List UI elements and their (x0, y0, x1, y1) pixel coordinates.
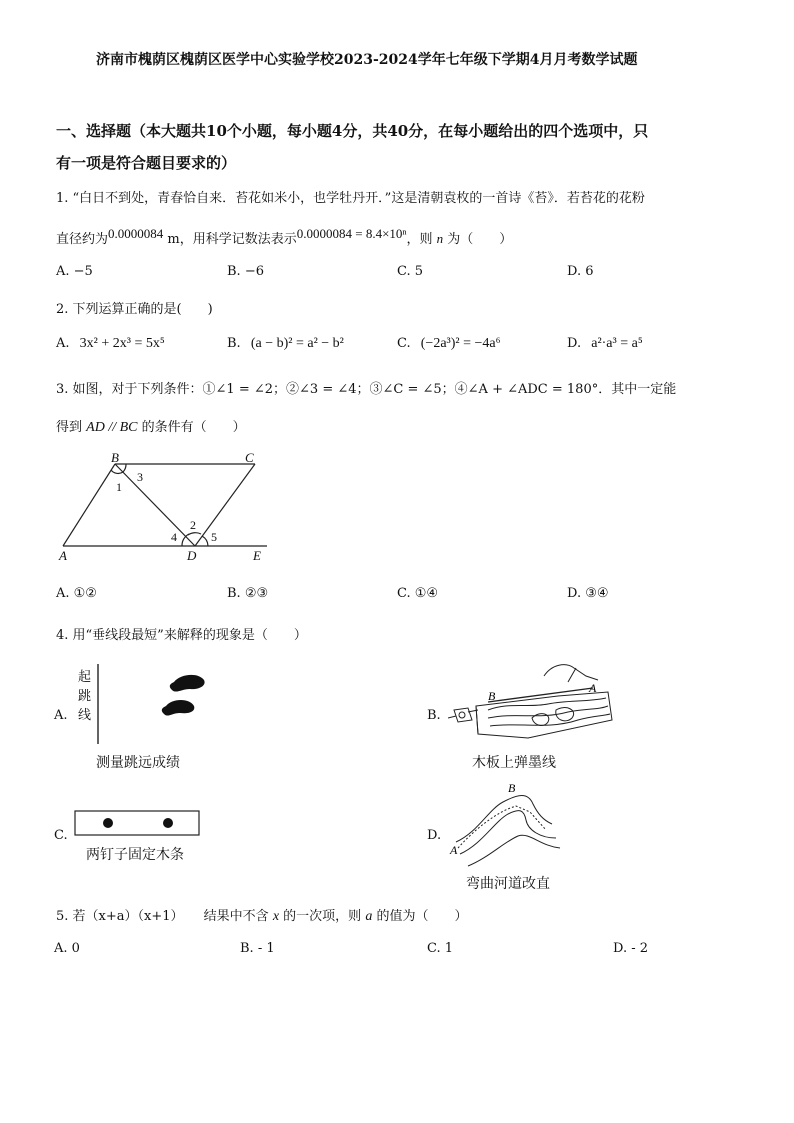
q4-option-c-label[interactable]: C. (54, 828, 68, 843)
label-angle-4: 4 (171, 530, 177, 544)
label-point-b: B (111, 450, 119, 465)
q2-option-b[interactable] (227, 336, 344, 352)
label-point-d: D (187, 548, 197, 563)
q4-wood-board-figure (448, 658, 618, 750)
q2-option-c-expr: (−2a³)² = −4a⁶ (420, 336, 501, 351)
q3-stem-line1: 3. 如图，对于下列条件：①∠1 = ∠2；②∠3 = ∠4；③∠C = ∠5；④∠A + ∠ADC = 180°．其中一定能 (56, 382, 677, 397)
q4-takeoff-line-text (78, 668, 91, 725)
ink-line (488, 688, 593, 702)
q3-stem-line2 (56, 416, 246, 436)
q4-b-label-a: A (589, 681, 597, 695)
q1-text-b: ，则 (406, 232, 433, 247)
q2-stem: 2. 下列运算正确的是( ) (56, 302, 213, 317)
q4-d-label-a: A (450, 843, 458, 857)
q4-takeoff-char-2: 跳 (78, 689, 92, 704)
nail-icon (103, 818, 113, 828)
angle-arc-5 (202, 536, 208, 546)
q2-option-d[interactable] (567, 336, 643, 352)
q1-option-c[interactable]: C. 5 (397, 264, 424, 279)
angle-arc-4 (182, 534, 189, 546)
q4-b-label-b: B (488, 689, 496, 703)
label-point-e: E (253, 548, 261, 563)
angle-arc-3 (123, 464, 126, 472)
q1-option-d[interactable]: D. 6 (567, 264, 594, 279)
q4-option-c-caption: 两钉子固定木条 (86, 847, 184, 863)
q4-nailed-strip-figure (74, 810, 202, 838)
q2-option-d-label: D. (567, 336, 582, 351)
q1-option-b[interactable]: B. −6 (227, 264, 264, 279)
footprint-icon (170, 675, 205, 692)
q5-option-d[interactable]: D. - 2 (613, 941, 649, 956)
q4-option-d-caption: 弯曲河道改直 (466, 876, 550, 892)
q2-option-a[interactable] (56, 336, 165, 352)
q2-option-b-expr: (a − b)² = a² − b² (250, 336, 344, 351)
line-dc (195, 464, 255, 546)
wood-strip (75, 811, 199, 835)
line-bd (115, 464, 195, 546)
q4-option-a-label[interactable]: A. (54, 708, 68, 723)
q2-option-a-expr: 3x² + 2x³ = 5x⁵ (79, 336, 165, 351)
q3-text-b: 的条件有（ ） (141, 420, 246, 435)
ink-reel-icon (459, 712, 465, 718)
q4-option-d-label[interactable]: D. (427, 828, 442, 843)
section-header-line2: 有一项是符合题目要求的） (56, 154, 237, 172)
q3-option-a[interactable]: A. ①② (56, 586, 97, 601)
q2-option-a-label: A. (56, 336, 70, 351)
q1-number: 0.0000084 (108, 226, 164, 241)
q5-stem (56, 905, 467, 925)
q5-option-a[interactable]: A. 0 (54, 941, 80, 956)
q1-text-a: 直径约为 (56, 232, 109, 247)
q4-stem: 4. 用“垂线段最短”来解释的现象是（ ） (56, 628, 307, 643)
hand-icon (544, 665, 598, 682)
q4-option-b-caption: 木板上弹墨线 (472, 755, 556, 771)
q2-option-b-label: B. (227, 336, 241, 351)
straightened-channel (458, 806, 546, 848)
label-angle-2: 2 (190, 518, 196, 532)
q1-text-c: 为（ ） (447, 232, 513, 247)
q4-option-b-label[interactable]: B. (427, 708, 441, 723)
q1-variable-n: n (436, 231, 444, 246)
q3-option-b[interactable]: B. ②③ (227, 586, 269, 601)
q4-longjump-figure (94, 662, 224, 747)
river-bank (468, 835, 560, 866)
label-angle-3: 3 (137, 470, 143, 484)
q5-variable-a: a (365, 909, 373, 924)
label-angle-1: 1 (116, 480, 122, 494)
q4-d-label-b: B (508, 781, 516, 795)
line-ab (63, 464, 115, 546)
q2-option-c-label: C. (397, 336, 411, 351)
q5-text-b: 结果中不含 (203, 909, 269, 924)
q5-option-b[interactable]: B. - 1 (240, 941, 275, 956)
page-title: 济南市槐荫区槐荫区医学中心实验学校2023-2024学年七年级下学期4月月考数学试题 (96, 52, 638, 68)
q5-text-c: 的一次项，则 (283, 909, 362, 924)
q4-option-a-caption: 测量跳远成绩 (96, 755, 180, 771)
section-header-line1: 一、选择题（本大题共10个小题，每小题4分，共40分，在每小题给出的四个选项中，只 (56, 122, 649, 140)
q4-river-figure (448, 780, 568, 870)
q3-parallel-expr: AD // BC (86, 420, 138, 435)
nail-icon (163, 818, 173, 828)
q3-text-a: 得到 (56, 420, 83, 435)
board-outline (476, 692, 612, 738)
q1-expression: 0.0000084 = 8.4×10ⁿ (296, 226, 407, 241)
q1-option-a[interactable]: A. −5 (56, 264, 93, 279)
q4-takeoff-char-1: 起 (78, 670, 92, 685)
q3-geometry-figure (55, 450, 280, 565)
q2-option-c[interactable] (397, 336, 500, 352)
angle-arc-2 (188, 533, 201, 535)
q1-stem-line1: 1. “白日不到处，青春恰自来．苔花如米小，也学牡丹开．”这是清朝袁枚的一首诗《苔》．若苔花的花粉 (56, 191, 645, 206)
label-angle-5: 5 (211, 530, 217, 544)
q5-variable-x: x (272, 909, 280, 924)
q5-text-d: 的值为（ ） (376, 909, 468, 924)
footprint-icon (162, 700, 194, 716)
q3-option-d[interactable]: D. ③④ (567, 586, 609, 601)
q1-stem-line2 (56, 228, 512, 247)
q5-option-c[interactable]: C. 1 (427, 941, 454, 956)
label-point-c: C (245, 450, 254, 465)
q1-unit: m，用科学记数法表示 (167, 232, 297, 247)
label-point-a: A (59, 548, 67, 563)
q5-text-a: 5. 若（x+a）（x+1） (56, 909, 184, 924)
q2-option-d-expr: a²·a³ = a⁵ (591, 336, 643, 351)
hand-icon (448, 708, 478, 722)
q4-takeoff-char-3: 线 (78, 708, 92, 723)
q3-option-c[interactable]: C. ①④ (397, 586, 439, 601)
